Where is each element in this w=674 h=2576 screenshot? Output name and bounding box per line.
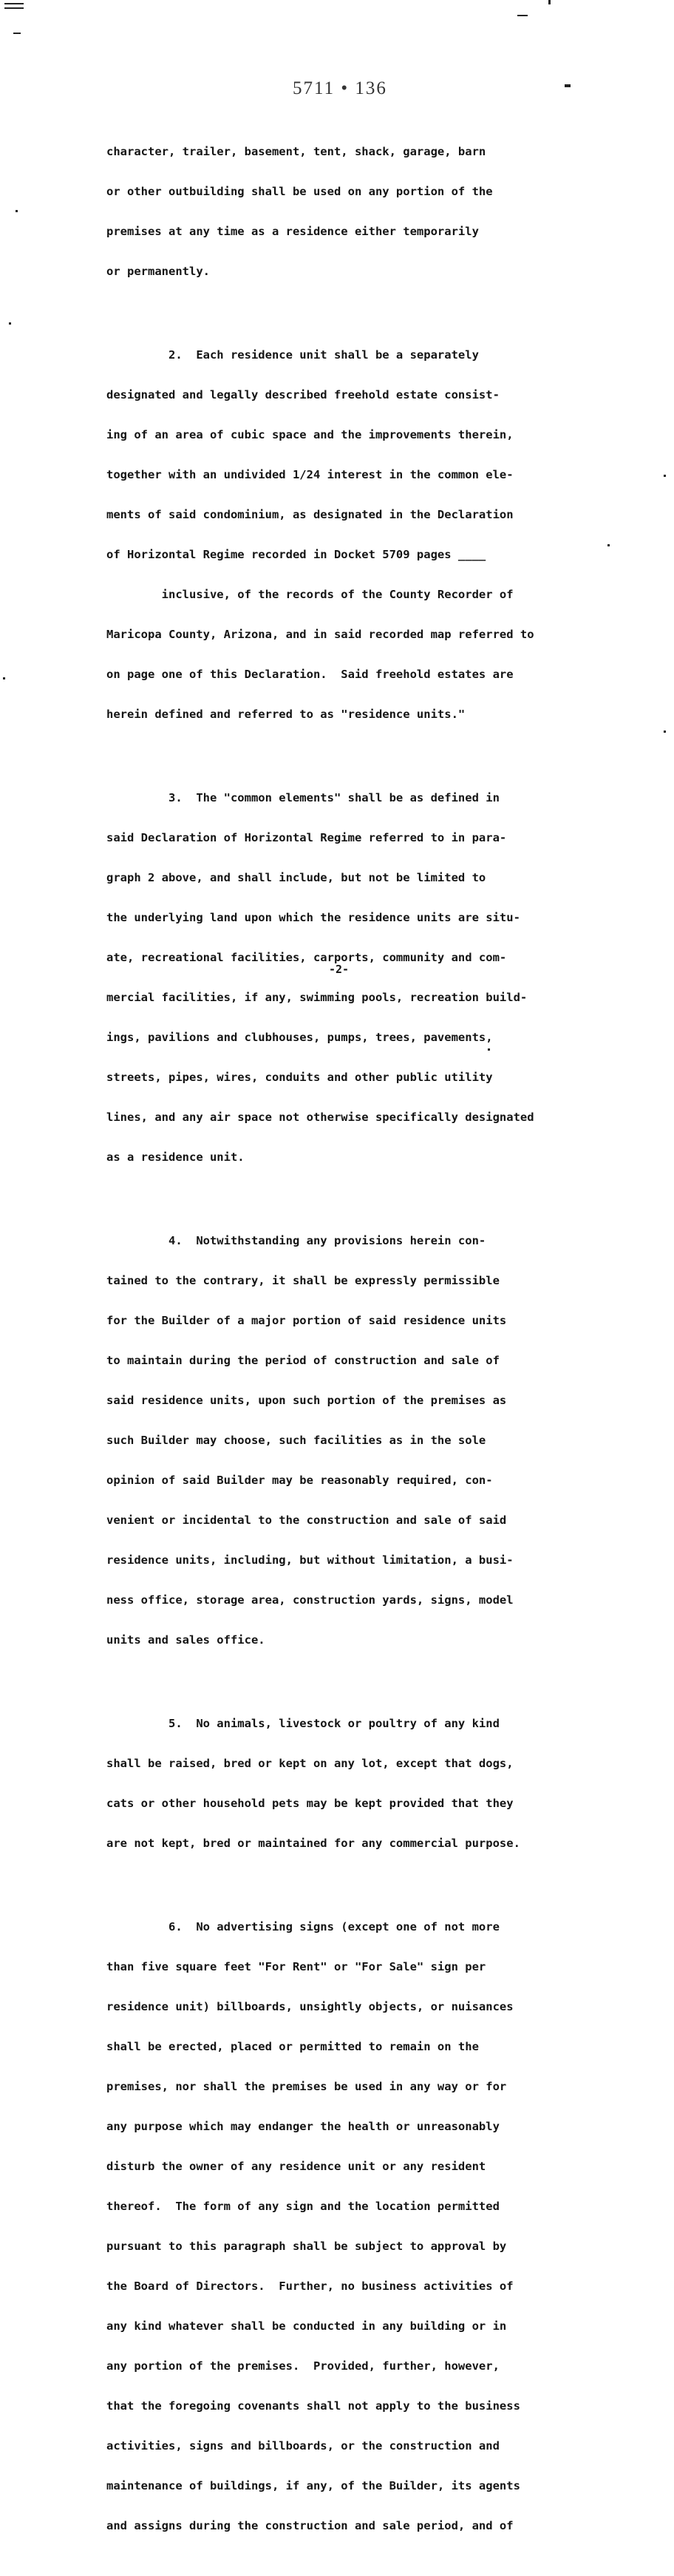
- scan-mark: [13, 33, 21, 34]
- text-line: maintenance of buildings, if any, of the Builder, its agents: [106, 2479, 520, 2492]
- text-line: residence units, including, but without limitation, a busi-: [106, 1553, 514, 1567]
- text-line: are not kept, bred or maintained for any commercial purpose.: [106, 1837, 520, 1850]
- text-line: tained to the contrary, it shall be expressly permissible: [106, 1274, 500, 1287]
- scan-mark: [3, 677, 5, 679]
- text-line: Maricopa County, Arizona, and in said recorded map referred to: [106, 628, 534, 641]
- text-line: designated and legally described freehold estate consist-: [106, 388, 500, 401]
- text-line: residence unit) billboards, unsightly objects, or nuisances: [106, 2000, 514, 2013]
- scan-mark: [548, 0, 551, 4]
- paragraph-5: [106, 1690, 616, 1877]
- text-line: mercial facilities, if any, swimming pools, recreation build-: [106, 991, 528, 1004]
- text-line: pursuant to this paragraph shall be subject to approval by: [106, 2240, 507, 2253]
- text-line: shall be raised, bred or kept on any lot, except that dogs,: [106, 1757, 514, 1770]
- text-line: to maintain during the period of construction and sale of: [106, 1354, 500, 1367]
- text-line: 5. No animals, livestock or poultry of any kind: [106, 1717, 500, 1730]
- scan-mark: [664, 475, 666, 477]
- text-line: any purpose which may endanger the health or unreasonably: [106, 2120, 500, 2133]
- text-line: ness office, storage area, construction yards, signs, model: [106, 1593, 514, 1607]
- text-line: activities, signs and billboards, or the construction and: [106, 2439, 500, 2453]
- scan-mark: [565, 84, 571, 87]
- text-line: for the Builder of a major portion of said residence units: [106, 1314, 507, 1327]
- text-line: cats or other household pets may be kept provided that they: [106, 1797, 514, 1810]
- text-line: ate, recreational facilities, carports, community and com-: [106, 951, 507, 964]
- text-line: and assigns during the construction and sale period, and of: [106, 2519, 514, 2532]
- text-line: units and sales office.: [106, 1633, 265, 1647]
- paragraph-2: [106, 322, 616, 748]
- text-line: ments of said condominium, as designated in the Declaration: [106, 508, 514, 521]
- text-line: together with an undivided 1/24 interest in the common ele-: [106, 468, 514, 481]
- page-number: -2-: [329, 963, 350, 976]
- scan-mark: [4, 3, 24, 4]
- text-line: shall be erected, placed or permitted to remain on the: [106, 2040, 479, 2053]
- text-line: as a residence unit.: [106, 1150, 245, 1164]
- scan-mark: [4, 7, 24, 9]
- text-line: any kind whatever shall be conducted in any building or in: [106, 2319, 507, 2333]
- paragraph-3: [106, 765, 616, 1190]
- text-line: said Declaration of Horizontal Regime referred to in para-: [106, 831, 507, 844]
- scan-mark: [16, 210, 18, 212]
- text-line: ings, pavilions and clubhouses, pumps, trees, pavements,: [106, 1031, 493, 1044]
- paragraph-1: [106, 118, 616, 305]
- text-line: 2. Each residence unit shall be a separately: [106, 348, 479, 362]
- text-line: 3. The "common elements" shall be as defined in: [106, 791, 500, 804]
- scan-mark: [517, 15, 528, 16]
- text-line: on page one of this Declaration. Said freehold estates are: [106, 668, 514, 681]
- text-line: thereof. The form of any sign and the location permitted: [106, 2200, 500, 2213]
- scan-mark: [664, 731, 666, 733]
- text-line: ing of an area of cubic space and the improvements therein,: [106, 428, 514, 441]
- text-line: such Builder may choose, such facilities as in the sole: [106, 1434, 486, 1447]
- text-line: said residence units, upon such portion of the premises as: [106, 1394, 507, 1407]
- text-line: that the foregoing covenants shall not apply to the business: [106, 2399, 520, 2413]
- text-line: disturb the owner of any residence unit or any resident: [106, 2160, 486, 2173]
- text-line: streets, pipes, wires, conduits and other public utility: [106, 1071, 493, 1084]
- scan-mark: [9, 322, 11, 325]
- text-line: 6. No advertising signs (except one of not more: [106, 1920, 500, 1933]
- text-line: or other outbuilding shall be used on any portion of the: [106, 185, 493, 198]
- text-line: character, trailer, basement, tent, shack, garage, barn: [106, 145, 486, 158]
- text-line: the Board of Directors. Further, no business activities of: [106, 2280, 514, 2293]
- paragraph-6: [106, 1894, 616, 2559]
- text-line: opinion of said Builder may be reasonably required, con-: [106, 1474, 493, 1487]
- paragraph-4: [106, 1207, 616, 1673]
- text-line: than five square feet "For Rent" or "For Sale" sign per: [106, 1960, 486, 1973]
- document-body: [106, 118, 616, 2576]
- text-line: herein defined and referred to as "residence units.": [106, 708, 466, 721]
- text-line: premises, nor shall the premises be used in any way or for: [106, 2080, 507, 2093]
- text-line: any portion of the premises. Provided, further, however,: [106, 2359, 500, 2373]
- text-line: the underlying land upon which the residence units are situ-: [106, 911, 520, 924]
- text-line: premises at any time as a residence either temporarily: [106, 225, 479, 238]
- text-line: lines, and any air space not otherwise specifically designated: [106, 1111, 534, 1124]
- text-line: inclusive, of the records of the County Recorder of: [106, 588, 514, 601]
- text-line: graph 2 above, and shall include, but not be limited to: [106, 871, 486, 884]
- text-line: of Horizontal Regime recorded in Docket 5709 pages ____: [106, 548, 486, 561]
- text-line: venient or incidental to the construction and sale of said: [106, 1514, 507, 1527]
- text-line: 4. Notwithstanding any provisions herein con-: [106, 1234, 486, 1247]
- text-line: or permanently.: [106, 265, 210, 278]
- docket-page-stamp: 5711 • 136: [293, 78, 387, 98]
